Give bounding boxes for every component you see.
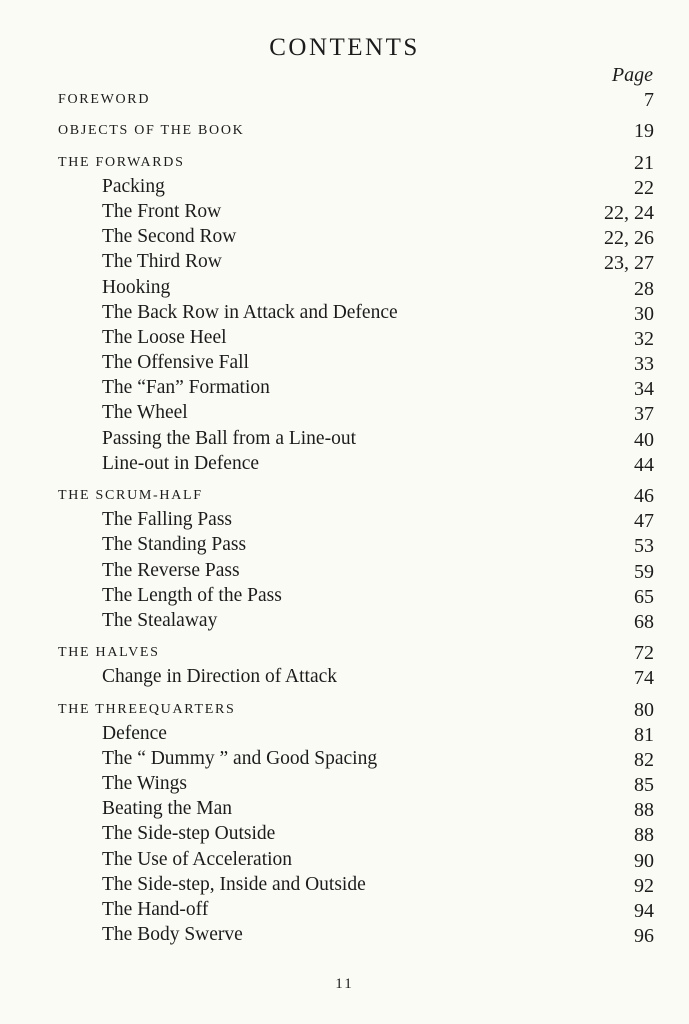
- toc-subentry: [58, 848, 654, 873]
- toc-subentry: [58, 176, 654, 201]
- subentry-title: The Reverse Pass: [102, 559, 240, 581]
- page-number: 28: [634, 277, 654, 300]
- page-number: 94: [634, 900, 654, 922]
- subentry-title: Passing the Ball from a Line-out: [102, 427, 356, 449]
- toc-section-entry: [58, 641, 654, 666]
- subentry-title: The Front Row: [102, 200, 222, 222]
- subentry-title: The “ Dummy ” and Good Spacing: [102, 747, 378, 769]
- subentry-title: The Use of Acceleration: [102, 848, 293, 870]
- page-number: 22: [634, 176, 654, 199]
- subentry-title: The Falling Pass: [102, 509, 232, 531]
- toc-section-entry: [58, 150, 654, 175]
- page-number: 32: [634, 327, 654, 350]
- page-number: 74: [634, 667, 654, 690]
- subentry-title: The Wheel: [102, 402, 188, 424]
- toc-subentry: [58, 377, 654, 402]
- toc-subentry: [58, 276, 654, 301]
- toc-section-entry: [58, 484, 654, 509]
- subentry-title: The Offensive Fall: [102, 352, 249, 374]
- page-number: 23, 27: [604, 252, 654, 275]
- page-number: 96: [634, 925, 654, 948]
- page-number: 59: [634, 560, 654, 583]
- table-of-contents: [58, 88, 654, 949]
- toc-section-entry: [58, 88, 654, 113]
- toc-subentry: [58, 585, 654, 610]
- page-number: 88: [634, 799, 654, 822]
- subentry-title: The “Fan” Formation: [102, 377, 270, 399]
- subentry-title: The Loose Heel: [102, 326, 227, 348]
- page-number: 88: [634, 824, 654, 847]
- page-number: 68: [634, 610, 654, 633]
- toc-subentry: [58, 666, 654, 691]
- subentry-title: The Body Swerve: [102, 924, 243, 946]
- page-number: 90: [634, 849, 654, 872]
- page-number: 80: [634, 698, 654, 721]
- section-title: THE HALVES: [58, 645, 160, 661]
- subentry-title: The Back Row in Attack and Defence: [102, 301, 398, 323]
- page-number: 72: [634, 642, 654, 665]
- page-column-header: Page: [611, 64, 653, 86]
- page-number-footer: 11: [335, 976, 354, 992]
- page-number: 92: [634, 874, 654, 897]
- page-number: 82: [634, 748, 654, 771]
- toc-subentry: [58, 427, 654, 452]
- section-title: OBJECTS OF THE BOOK: [58, 123, 245, 139]
- subentry-title: Line-out in Defence: [102, 452, 260, 474]
- section-title: THE THREEQUARTERS: [58, 701, 236, 717]
- toc-subentry: [58, 509, 654, 534]
- subentry-title: Defence: [102, 722, 167, 744]
- toc-subentry: [58, 748, 654, 773]
- section-title: THE SCRUM-HALF: [58, 488, 203, 503]
- toc-subentry: [58, 559, 654, 584]
- subentry-title: The Hand-off: [102, 899, 209, 920]
- subentry-title: Packing: [102, 175, 165, 197]
- page-number: 33: [634, 353, 654, 376]
- toc-subentry: [58, 874, 654, 899]
- toc-subentry: [58, 773, 654, 798]
- subentry-title: The Third Row: [102, 251, 222, 273]
- subentry-title: The Wings: [102, 773, 187, 795]
- toc-subentry: [58, 302, 654, 327]
- page-number: 37: [634, 403, 654, 426]
- section-title: THE FORWARDS: [58, 154, 185, 170]
- page-number: 30: [634, 302, 654, 325]
- toc-section-entry: [58, 697, 654, 722]
- subentry-title: The Side-step Outside: [102, 823, 276, 845]
- toc-subentry: [58, 899, 654, 924]
- toc-subentry: [58, 327, 654, 352]
- subentry-title: Change in Direction of Attack: [102, 666, 338, 688]
- subentry-title: Hooking: [102, 276, 171, 298]
- page-title: CONTENTS: [269, 34, 420, 61]
- page-number: 21: [634, 151, 654, 174]
- subentry-title: Beating the Man: [102, 798, 232, 820]
- page-number: 46: [634, 485, 654, 507]
- page-number: 53: [634, 535, 654, 558]
- toc-subentry: [58, 226, 654, 251]
- subentry-title: The Stealaway: [102, 609, 218, 631]
- page-number: 34: [634, 378, 654, 401]
- subentry-title: The Length of the Pass: [102, 584, 282, 606]
- toc-subentry: [58, 453, 654, 478]
- toc-subentry: [58, 610, 654, 635]
- toc-subentry: [58, 251, 654, 276]
- toc-section-entry: [58, 119, 654, 144]
- page-number: 47: [634, 510, 654, 533]
- toc-subentry: [58, 201, 654, 226]
- page-number: 19: [634, 120, 654, 143]
- subentry-title: The Standing Pass: [102, 534, 247, 556]
- page-number: 40: [634, 428, 654, 451]
- toc-subentry: [58, 823, 654, 848]
- page-number: 65: [634, 585, 654, 608]
- toc-subentry: [58, 723, 654, 748]
- page-number: 81: [634, 723, 654, 746]
- toc-subentry: [58, 402, 654, 427]
- page-number: 22, 24: [604, 201, 654, 224]
- toc-subentry: [58, 352, 654, 377]
- toc-subentry: [58, 534, 654, 559]
- toc-subentry: [58, 924, 654, 949]
- section-title: FOREWORD: [58, 92, 151, 108]
- page-number: 85: [634, 774, 654, 797]
- subentry-title: The Side-step, Inside and Outside: [102, 873, 366, 895]
- page-number: 44: [634, 453, 654, 476]
- toc-subentry: [58, 798, 654, 823]
- page-number: 7: [644, 89, 654, 112]
- page-number: 22, 26: [604, 227, 654, 250]
- subentry-title: The Second Row: [102, 226, 237, 248]
